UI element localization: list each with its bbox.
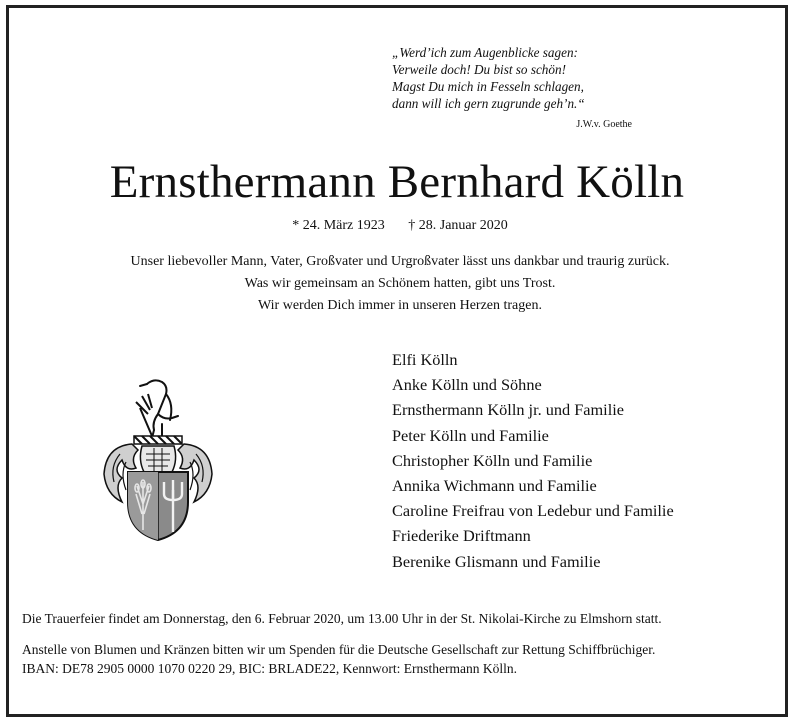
mourner-name: Peter Kölln und Familie — [392, 425, 549, 445]
donation-request — [22, 640, 792, 678]
quote-line: dann will ich gern zugrunde geh’n.“ — [392, 96, 585, 111]
quote-line: Verweile doch! Du bist so schön! — [392, 62, 566, 77]
mourner-name: Berenike Glismann und Familie — [392, 551, 601, 571]
tribute-line: Wir werden Dich immer in unseren Herzen tragen. — [258, 298, 542, 313]
mourner-name: Caroline Freifrau von Ledebur und Familie — [392, 501, 674, 521]
heron-crest-icon — [140, 380, 178, 438]
quote-author: J.W.v. Goethe — [576, 119, 632, 130]
life-dates — [0, 217, 800, 235]
tribute-line: Was wir gemeinsam an Schönem hatten, gibt uns Trost. — [244, 276, 556, 291]
death-date: † 28. Januar 2020 — [408, 218, 508, 233]
helmet-icon — [140, 446, 175, 472]
coat-of-arms-icon — [92, 374, 222, 544]
trident-crest-icon — [136, 394, 152, 436]
mourner-name: Anke Kölln und Söhne — [392, 375, 542, 395]
quote-line: „Werd’ich zum Augenblicke sagen: — [392, 45, 578, 60]
mourner-name: Annika Wichmann und Familie — [392, 476, 597, 496]
donation-line: Anstelle von Blumen und Kränzen bitten wir um Spenden für die Deutsche Gesellschaft zur Rettung Schiffbrüchiger. — [22, 642, 656, 657]
mourner-name: Ernsthermann Kölln jr. und Familie — [392, 400, 624, 420]
mourner-name: Elfi Kölln — [392, 350, 458, 369]
donation-bank-details: IBAN: DE78 2905 0000 1070 0220 29, BIC: BRLADE22, Kennwort: Ernsthermann Kölln. — [22, 661, 517, 676]
mourner-name: Christopher Kölln und Familie — [392, 450, 593, 470]
tribute-line: Unser liebevoller Mann, Vater, Großvater und Urgroßvater lässt uns dankbar und traurig zurück. — [130, 254, 670, 269]
birth-date: * 24. März 1923 — [292, 218, 385, 233]
quote-line: Magst Du mich in Fesseln schlagen, — [392, 79, 584, 94]
mourners-list — [392, 347, 792, 574]
funeral-notice: Die Trauerfeier findet am Donnerstag, den 6. Februar 2020, um 13.00 Uhr in der St. Nikolai-Kirche zu Elmshorn statt. — [22, 611, 662, 626]
goethe-quote — [392, 44, 642, 130]
mourner-name: Friederike Driftmann — [392, 526, 531, 546]
shield-icon — [128, 472, 188, 540]
helmet-wreath-icon — [134, 436, 182, 444]
tribute-text — [0, 251, 800, 317]
deceased-name: Ernsthermann Bernhard Kölln — [109, 156, 685, 208]
